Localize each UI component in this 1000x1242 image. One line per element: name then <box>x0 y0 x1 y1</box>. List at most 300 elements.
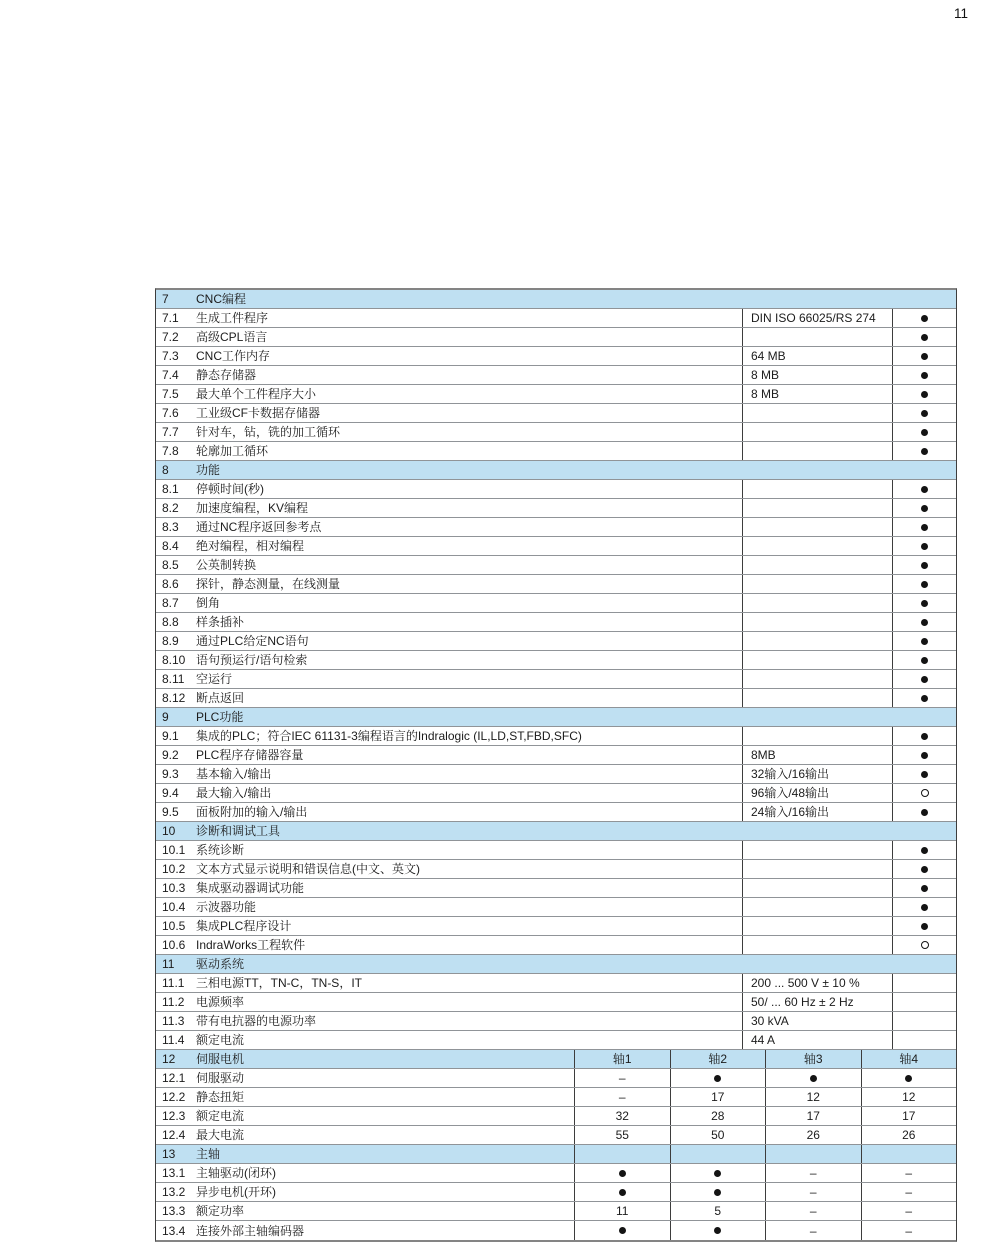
axis-cell: 55 <box>574 1126 670 1144</box>
filled-circle-icon <box>921 885 928 892</box>
row-label: 带有电抗器的电源功率 <box>196 1014 317 1028</box>
availability-cell <box>892 670 956 688</box>
section-header-row <box>156 955 956 974</box>
axis-cell <box>670 1183 766 1201</box>
row-label: 主轴驱动(闭环) <box>196 1166 276 1180</box>
row-number: 9.3 <box>162 767 179 781</box>
dash-mark: – <box>765 1183 861 1201</box>
section-number: 9 <box>162 710 169 724</box>
spec-row <box>156 328 956 347</box>
section-number: 12 <box>162 1052 176 1066</box>
row-value: 8 MB <box>742 385 892 403</box>
spec-row <box>156 1031 956 1050</box>
axis-cell <box>574 1183 670 1201</box>
spec-row <box>156 1012 956 1031</box>
availability-cell <box>892 632 956 650</box>
dash-mark: – <box>765 1164 861 1182</box>
row-number: 9.2 <box>162 748 179 762</box>
axis-cell <box>574 1221 670 1240</box>
row-value: 8 MB <box>742 366 892 384</box>
row-number: 10.5 <box>162 919 186 933</box>
spec-row <box>156 1183 956 1202</box>
row-number: 11.3 <box>162 1014 185 1028</box>
row-label: 样条插补 <box>196 615 245 629</box>
row-number: 8.8 <box>162 615 179 629</box>
row-number: 8.9 <box>162 634 179 648</box>
spec-row <box>156 974 956 993</box>
section-title: 伺服电机 <box>196 1052 245 1066</box>
row-number: 12.4 <box>162 1128 186 1142</box>
row-number: 7.3 <box>162 349 179 363</box>
axis-cell <box>670 1069 766 1087</box>
filled-circle-icon <box>921 733 928 740</box>
row-label: 面板附加的输入/输出 <box>196 805 308 819</box>
filled-circle-icon <box>921 410 928 417</box>
filled-circle-icon <box>714 1170 721 1177</box>
axis-cell: 50 <box>670 1126 766 1144</box>
row-number: 7.8 <box>162 444 179 458</box>
row-number: 9.5 <box>162 805 179 819</box>
availability-cell <box>892 974 956 992</box>
spec-row <box>156 1202 956 1221</box>
row-label: 通过PLC给定NC语句 <box>196 634 309 648</box>
availability-cell <box>892 1012 956 1030</box>
open-circle-icon <box>921 789 929 797</box>
dash-mark: – <box>861 1164 957 1182</box>
filled-circle-icon <box>921 771 928 778</box>
availability-cell <box>892 442 956 460</box>
filled-circle-icon <box>921 429 928 436</box>
filled-circle-icon <box>921 524 928 531</box>
row-value <box>742 442 892 460</box>
spec-row <box>156 423 956 442</box>
row-value: 200 ... 500 V ± 10 % <box>742 974 892 992</box>
row-value: 44 A <box>742 1031 892 1049</box>
row-value <box>742 575 892 593</box>
row-number: 11.1 <box>162 976 185 990</box>
filled-circle-icon <box>921 695 928 702</box>
spec-row <box>156 1126 956 1145</box>
row-label: 工业级CF卡数据存储器 <box>196 406 320 420</box>
dash-mark: – <box>765 1202 861 1220</box>
row-value <box>742 632 892 650</box>
filled-circle-icon <box>714 1227 721 1234</box>
row-value <box>742 936 892 954</box>
axis-cell <box>670 1164 766 1182</box>
row-value <box>742 689 892 707</box>
row-label: 文本方式显示说明和错误信息(中文、英文) <box>196 862 420 876</box>
row-label: CNC工作内存 <box>196 349 270 363</box>
row-number: 7.6 <box>162 406 179 420</box>
row-label: 空运行 <box>196 672 233 686</box>
axis-header <box>765 1145 861 1163</box>
availability-cell <box>892 689 956 707</box>
axis-cell: 17 <box>861 1107 957 1125</box>
row-label: 静态扭矩 <box>196 1090 245 1104</box>
row-number: 13.3 <box>162 1204 186 1218</box>
row-label: 额定电流 <box>196 1033 245 1047</box>
row-number: 12.3 <box>162 1109 186 1123</box>
row-value: 64 MB <box>742 347 892 365</box>
row-label: 额定电流 <box>196 1109 245 1123</box>
row-value <box>742 841 892 859</box>
axis-header: 轴2 <box>670 1050 766 1068</box>
row-label: 生成工件程序 <box>196 311 269 325</box>
row-value <box>742 651 892 669</box>
row-number: 10.6 <box>162 938 186 952</box>
section-header-row <box>156 461 956 480</box>
availability-cell <box>892 936 956 954</box>
axis-header <box>670 1145 766 1163</box>
availability-cell <box>892 537 956 555</box>
section-number: 13 <box>162 1147 176 1161</box>
axis-cell: 17 <box>670 1088 766 1106</box>
spec-row <box>156 860 956 879</box>
row-number: 13.4 <box>162 1223 186 1238</box>
row-number: 10.4 <box>162 900 186 914</box>
filled-circle-icon <box>810 1075 817 1082</box>
axis-header: 轴1 <box>574 1050 670 1068</box>
filled-circle-icon <box>921 619 928 626</box>
availability-cell <box>892 841 956 859</box>
spec-table <box>155 288 957 1242</box>
row-value <box>742 898 892 916</box>
availability-cell <box>892 385 956 403</box>
row-label: 语句预运行/语句检索 <box>196 653 308 667</box>
row-value: DIN ISO 66025/RS 274 <box>742 309 892 327</box>
row-number: 10.2 <box>162 862 186 876</box>
section-header-row <box>156 708 956 727</box>
row-label: 电源频率 <box>196 995 245 1009</box>
filled-circle-icon <box>921 543 928 550</box>
spec-row <box>156 632 956 651</box>
row-value: 24输入/16输出 <box>742 803 892 821</box>
spec-row <box>156 841 956 860</box>
row-number: 8.12 <box>162 691 186 705</box>
row-label: 停顿时间(秒) <box>196 482 264 496</box>
spec-row <box>156 480 956 499</box>
dash-mark: – <box>765 1221 861 1240</box>
row-value <box>742 518 892 536</box>
row-value <box>742 556 892 574</box>
filled-circle-icon <box>921 448 928 455</box>
row-label: 倒角 <box>196 596 221 610</box>
availability-cell <box>892 328 956 346</box>
spec-row <box>156 499 956 518</box>
row-label: 最大电流 <box>196 1128 245 1142</box>
availability-cell <box>892 784 956 802</box>
row-label: 加速度编程，KV编程 <box>196 501 309 515</box>
row-label: 额定功率 <box>196 1204 245 1218</box>
availability-cell <box>892 404 956 422</box>
row-value <box>742 480 892 498</box>
row-label: 最大单个工件程序大小 <box>196 387 317 401</box>
row-number: 11.2 <box>162 995 185 1009</box>
axis-cell <box>670 1221 766 1240</box>
row-number: 8.5 <box>162 558 179 572</box>
row-number: 8.10 <box>162 653 186 667</box>
spec-row <box>156 936 956 955</box>
row-label: 基本输入/输出 <box>196 767 272 781</box>
section-number: 8 <box>162 463 169 477</box>
row-number: 10.3 <box>162 881 186 895</box>
row-value <box>742 613 892 631</box>
row-value <box>742 499 892 517</box>
filled-circle-icon <box>921 923 928 930</box>
row-value: 96输入/48输出 <box>742 784 892 802</box>
row-label: 断点返回 <box>196 691 245 705</box>
section-number: 7 <box>162 292 169 306</box>
row-number: 13.2 <box>162 1185 186 1199</box>
availability-cell <box>892 575 956 593</box>
row-number: 13.1 <box>162 1166 186 1180</box>
row-label: 高级CPL语言 <box>196 330 268 344</box>
dash-mark: – <box>574 1069 670 1087</box>
row-number: 8.4 <box>162 539 179 553</box>
filled-circle-icon <box>921 315 928 322</box>
row-number: 7.4 <box>162 368 179 382</box>
row-label: 系统诊断 <box>196 843 245 857</box>
availability-cell <box>892 651 956 669</box>
filled-circle-icon <box>921 752 928 759</box>
filled-circle-icon <box>921 847 928 854</box>
spec-row <box>156 309 956 328</box>
row-value <box>742 727 892 745</box>
axis-cell: 17 <box>765 1107 861 1125</box>
page-number: 11 <box>953 6 968 21</box>
section-title: PLC功能 <box>196 710 244 724</box>
availability-cell <box>892 480 956 498</box>
availability-cell <box>892 898 956 916</box>
row-label: 集成PLC程序设计 <box>196 919 292 933</box>
spec-row <box>156 1221 956 1240</box>
axis-cell: 28 <box>670 1107 766 1125</box>
axis-cell: 5 <box>670 1202 766 1220</box>
section-title: CNC编程 <box>196 292 246 306</box>
row-label: 三相电源TT，TN-C，TN-S，IT <box>196 976 362 990</box>
spec-row <box>156 727 956 746</box>
filled-circle-icon <box>921 676 928 683</box>
filled-circle-icon <box>619 1227 626 1234</box>
section-header-row <box>156 290 956 309</box>
section-title: 驱动系统 <box>196 957 245 971</box>
filled-circle-icon <box>921 562 928 569</box>
spec-row <box>156 613 956 632</box>
spec-row <box>156 898 956 917</box>
spec-row <box>156 537 956 556</box>
filled-circle-icon <box>921 866 928 873</box>
spec-row <box>156 1107 956 1126</box>
row-value <box>742 670 892 688</box>
row-label: 通过NC程序返回参考点 <box>196 520 322 534</box>
filled-circle-icon <box>921 600 928 607</box>
availability-cell <box>892 594 956 612</box>
row-number: 7.2 <box>162 330 179 344</box>
filled-circle-icon <box>921 334 928 341</box>
dash-mark: – <box>861 1202 957 1220</box>
filled-circle-icon <box>921 657 928 664</box>
row-value <box>742 879 892 897</box>
spec-row <box>156 803 956 822</box>
axis-cell: 12 <box>765 1088 861 1106</box>
spec-row <box>156 556 956 575</box>
row-label: IndraWorks工程软件 <box>196 938 306 952</box>
row-label: 伺服驱动 <box>196 1071 245 1085</box>
row-value <box>742 860 892 878</box>
availability-cell <box>892 917 956 935</box>
row-label: 连接外部主轴编码器 <box>196 1223 305 1238</box>
axis-header: 轴4 <box>861 1050 957 1068</box>
open-circle-icon <box>921 941 929 949</box>
row-label: 集成的PLC；符合IEC 61131-3编程语言的Indralogic (IL,LD,ST,FBD,SFC) <box>196 729 582 743</box>
axis-cell <box>765 1069 861 1087</box>
filled-circle-icon <box>714 1075 721 1082</box>
availability-cell <box>892 423 956 441</box>
availability-cell <box>892 803 956 821</box>
spec-row <box>156 366 956 385</box>
row-label: 静态存储器 <box>196 368 257 382</box>
axis-cell: 12 <box>861 1088 957 1106</box>
axis-header <box>861 1145 957 1163</box>
spec-row <box>156 347 956 366</box>
dash-mark: – <box>861 1183 957 1201</box>
section-title: 主轴 <box>196 1147 221 1161</box>
filled-circle-icon <box>921 809 928 816</box>
spec-row <box>156 575 956 594</box>
availability-cell <box>892 518 956 536</box>
row-number: 7.1 <box>162 311 179 325</box>
row-label: 集成驱动器调试功能 <box>196 881 305 895</box>
availability-cell <box>892 613 956 631</box>
row-number: 10.1 <box>162 843 186 857</box>
section-header-row <box>156 1145 956 1164</box>
axis-cell: 26 <box>765 1126 861 1144</box>
row-value: 8MB <box>742 746 892 764</box>
availability-cell <box>892 347 956 365</box>
availability-cell <box>892 860 956 878</box>
spec-row <box>156 746 956 765</box>
row-label: 轮廓加工循环 <box>196 444 269 458</box>
section-title: 诊断和调试工具 <box>196 824 281 838</box>
filled-circle-icon <box>921 638 928 645</box>
filled-circle-icon <box>921 391 928 398</box>
row-number: 9.1 <box>162 729 179 743</box>
availability-cell <box>892 499 956 517</box>
row-label: 最大输入/输出 <box>196 786 272 800</box>
spec-row <box>156 651 956 670</box>
axis-cell: 11 <box>574 1202 670 1220</box>
row-number: 8.3 <box>162 520 179 534</box>
spec-row <box>156 442 956 461</box>
dash-mark: – <box>574 1088 670 1106</box>
row-label: 探针，静态测量，在线测量 <box>196 577 341 591</box>
row-value: 50/ ... 60 Hz ± 2 Hz <box>742 993 892 1011</box>
row-number: 7.7 <box>162 425 179 439</box>
filled-circle-icon <box>921 505 928 512</box>
availability-cell <box>892 309 956 327</box>
filled-circle-icon <box>714 1189 721 1196</box>
availability-cell <box>892 727 956 745</box>
filled-circle-icon <box>921 581 928 588</box>
availability-cell <box>892 879 956 897</box>
section-number: 11 <box>162 957 175 971</box>
spec-row <box>156 689 956 708</box>
row-number: 8.7 <box>162 596 179 610</box>
row-number: 8.11 <box>162 672 185 686</box>
row-label: 异步电机(开环) <box>196 1185 276 1199</box>
section-header-row <box>156 1050 956 1069</box>
row-number: 8.6 <box>162 577 179 591</box>
availability-cell <box>892 993 956 1011</box>
availability-cell <box>892 765 956 783</box>
row-number: 9.4 <box>162 786 179 800</box>
row-label: 针对车，钻，铣的加工循环 <box>196 425 341 439</box>
filled-circle-icon <box>921 904 928 911</box>
axis-cell: 26 <box>861 1126 957 1144</box>
axis-cell <box>861 1069 957 1087</box>
axis-cell <box>574 1164 670 1182</box>
spec-row <box>156 594 956 613</box>
axis-cell: 32 <box>574 1107 670 1125</box>
row-value: 32输入/16输出 <box>742 765 892 783</box>
section-title: 功能 <box>196 463 221 477</box>
filled-circle-icon <box>619 1170 626 1177</box>
dash-mark: – <box>861 1221 957 1240</box>
row-number: 12.2 <box>162 1090 186 1104</box>
filled-circle-icon <box>921 372 928 379</box>
spec-row <box>156 765 956 784</box>
availability-cell <box>892 1031 956 1049</box>
spec-row <box>156 1164 956 1183</box>
section-number: 10 <box>162 824 176 838</box>
axis-header: 轴3 <box>765 1050 861 1068</box>
spec-row <box>156 917 956 936</box>
row-number: 8.2 <box>162 501 179 515</box>
row-number: 11.4 <box>162 1033 185 1047</box>
row-label: 示波器功能 <box>196 900 257 914</box>
row-label: 公英制转换 <box>196 558 257 572</box>
row-label: PLC程序存储器容量 <box>196 748 304 762</box>
row-value <box>742 423 892 441</box>
availability-cell <box>892 366 956 384</box>
row-label: 绝对编程，相对编程 <box>196 539 305 553</box>
spec-row <box>156 385 956 404</box>
row-number: 7.5 <box>162 387 179 401</box>
filled-circle-icon <box>619 1189 626 1196</box>
row-value <box>742 917 892 935</box>
row-number: 12.1 <box>162 1071 186 1085</box>
filled-circle-icon <box>905 1075 912 1082</box>
section-header-row <box>156 822 956 841</box>
row-value <box>742 404 892 422</box>
spec-row <box>156 670 956 689</box>
row-value <box>742 537 892 555</box>
availability-cell <box>892 556 956 574</box>
spec-row <box>156 1088 956 1107</box>
axis-header <box>574 1145 670 1163</box>
availability-cell <box>892 746 956 764</box>
spec-row <box>156 784 956 803</box>
row-value <box>742 328 892 346</box>
spec-row <box>156 1069 956 1088</box>
filled-circle-icon <box>921 486 928 493</box>
row-value <box>742 594 892 612</box>
spec-row <box>156 518 956 537</box>
spec-row <box>156 993 956 1012</box>
spec-row <box>156 404 956 423</box>
spec-row <box>156 879 956 898</box>
row-number: 8.1 <box>162 482 179 496</box>
